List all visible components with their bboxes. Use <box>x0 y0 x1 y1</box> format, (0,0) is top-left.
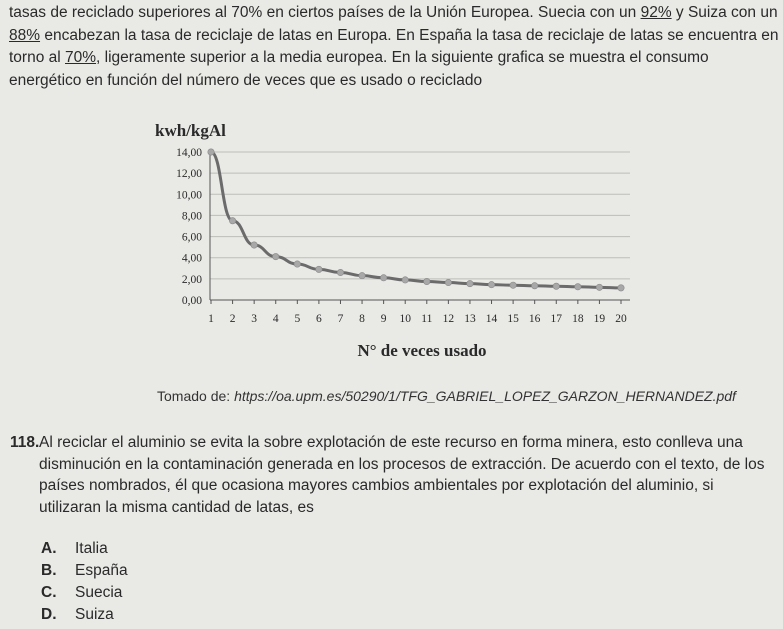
data-point <box>553 283 559 289</box>
x-tick-label: 19 <box>593 313 606 325</box>
option-a[interactable] <box>41 538 128 560</box>
x-tick-label: 11 <box>421 313 433 325</box>
intro-text-1: tasas de reciclado superiores al 70% en ciertos países de la Unión Europea. Suecia con un <box>9 4 641 21</box>
data-point <box>273 253 279 259</box>
x-axis-label: N° de veces usado <box>357 341 487 360</box>
x-tick-label: 12 <box>442 313 455 325</box>
source-url: https://oa.upm.es/50290/1/TFG_GABRIEL_LOPEZ_GARZON_HERNANDEZ.pdf <box>234 388 736 404</box>
x-tick-label: 20 <box>615 313 627 325</box>
data-point <box>596 284 602 290</box>
y-tick-label: 2,00 <box>181 273 202 286</box>
option-label: Italia <box>75 540 108 557</box>
y-tick-label: 14,00 <box>176 147 202 159</box>
intro-text-4: , ligeramente superior a la media europea. En la siguiente grafica se muestra el consumo energético en función del número de veces que es usado o reciclado <box>9 49 709 89</box>
option-b[interactable] <box>41 560 128 582</box>
option-letter: D. <box>41 606 57 623</box>
intro-highlight-switzerland: 88% <box>9 26 41 44</box>
option-letter: A. <box>41 540 57 557</box>
y-tick-label: 4,00 <box>181 252 202 265</box>
x-tick-label: 15 <box>507 313 519 325</box>
energy-chart-svg <box>140 112 650 374</box>
intro-paragraph <box>9 2 779 92</box>
x-tick-label: 16 <box>528 313 541 325</box>
data-point <box>359 272 365 278</box>
data-point <box>618 285 624 291</box>
y-tick-label: 0,00 <box>181 295 202 307</box>
x-tick-label: 6 <box>316 313 322 325</box>
data-point <box>337 269 343 275</box>
question-number: 118. <box>10 434 40 451</box>
intro-text-2: y Suiza con un <box>671 4 778 21</box>
data-point <box>316 266 322 272</box>
data-point <box>208 149 214 155</box>
intro-highlight-spain: 70% <box>65 49 97 66</box>
data-point <box>488 281 494 287</box>
option-letter: C. <box>41 584 57 601</box>
x-tick-label: 4 <box>272 313 279 325</box>
x-tick-label: 9 <box>380 313 387 325</box>
data-point <box>424 278 430 284</box>
data-point <box>294 261 300 267</box>
option-label: Suiza <box>75 606 114 623</box>
x-tick-label: 3 <box>251 313 258 325</box>
data-point <box>510 282 516 288</box>
answer-options <box>41 538 128 626</box>
data-point <box>575 284 581 290</box>
y-tick-label: 6,00 <box>181 231 202 244</box>
x-tick-label: 1 <box>208 313 214 325</box>
x-tick-label: 7 <box>337 313 344 325</box>
data-point <box>251 242 257 248</box>
option-c[interactable] <box>41 582 128 604</box>
x-tick-label: 2 <box>229 313 236 325</box>
x-tick-label: 10 <box>399 313 411 325</box>
data-point <box>402 277 408 283</box>
source-citation <box>157 388 736 404</box>
y-tick-label: 12,00 <box>176 168 202 181</box>
intro-highlight-sweden: 92% <box>640 4 672 21</box>
y-tick-label: 10,00 <box>176 189 202 202</box>
data-point <box>229 218 235 224</box>
x-tick-label: 13 <box>464 313 476 325</box>
y-tick-label: 8,00 <box>181 210 202 223</box>
option-label: España <box>75 562 128 579</box>
x-tick-label: 5 <box>294 313 301 325</box>
source-prefix: Tomado de: <box>157 388 235 404</box>
energy-chart <box>140 112 650 374</box>
question-text: Al reciclar el aluminio se evita la sobre explotación de este recurso en forma minera, esto conlleva una disminución en la contaminación generada en los procesos de extracción. De acuerdo con el texto, de los países nombrados, él que ocasiona mayores cambios ambientales por explotación del aluminio, si utilizaran la misma cantidad de latas, es <box>39 434 765 516</box>
series-line <box>211 152 621 288</box>
x-tick-label: 8 <box>359 313 365 325</box>
option-label: Suecia <box>75 584 123 601</box>
x-tick-label: 14 <box>485 313 498 325</box>
y-axis-label: kwh/kgAl <box>155 121 226 140</box>
data-point <box>467 280 473 286</box>
intro-text-3: encabezan la tasa de reciclaje de latas en Europa. En España la tasa de reciclaje de latas se encuentra en torno al <box>9 26 779 66</box>
data-point <box>445 279 451 285</box>
x-tick-label: 17 <box>550 313 563 325</box>
data-point <box>531 283 537 289</box>
x-tick-label: 18 <box>572 313 584 325</box>
data-point <box>380 275 386 281</box>
question-block <box>10 432 775 518</box>
option-d[interactable] <box>41 604 128 626</box>
option-letter: B. <box>41 562 57 579</box>
